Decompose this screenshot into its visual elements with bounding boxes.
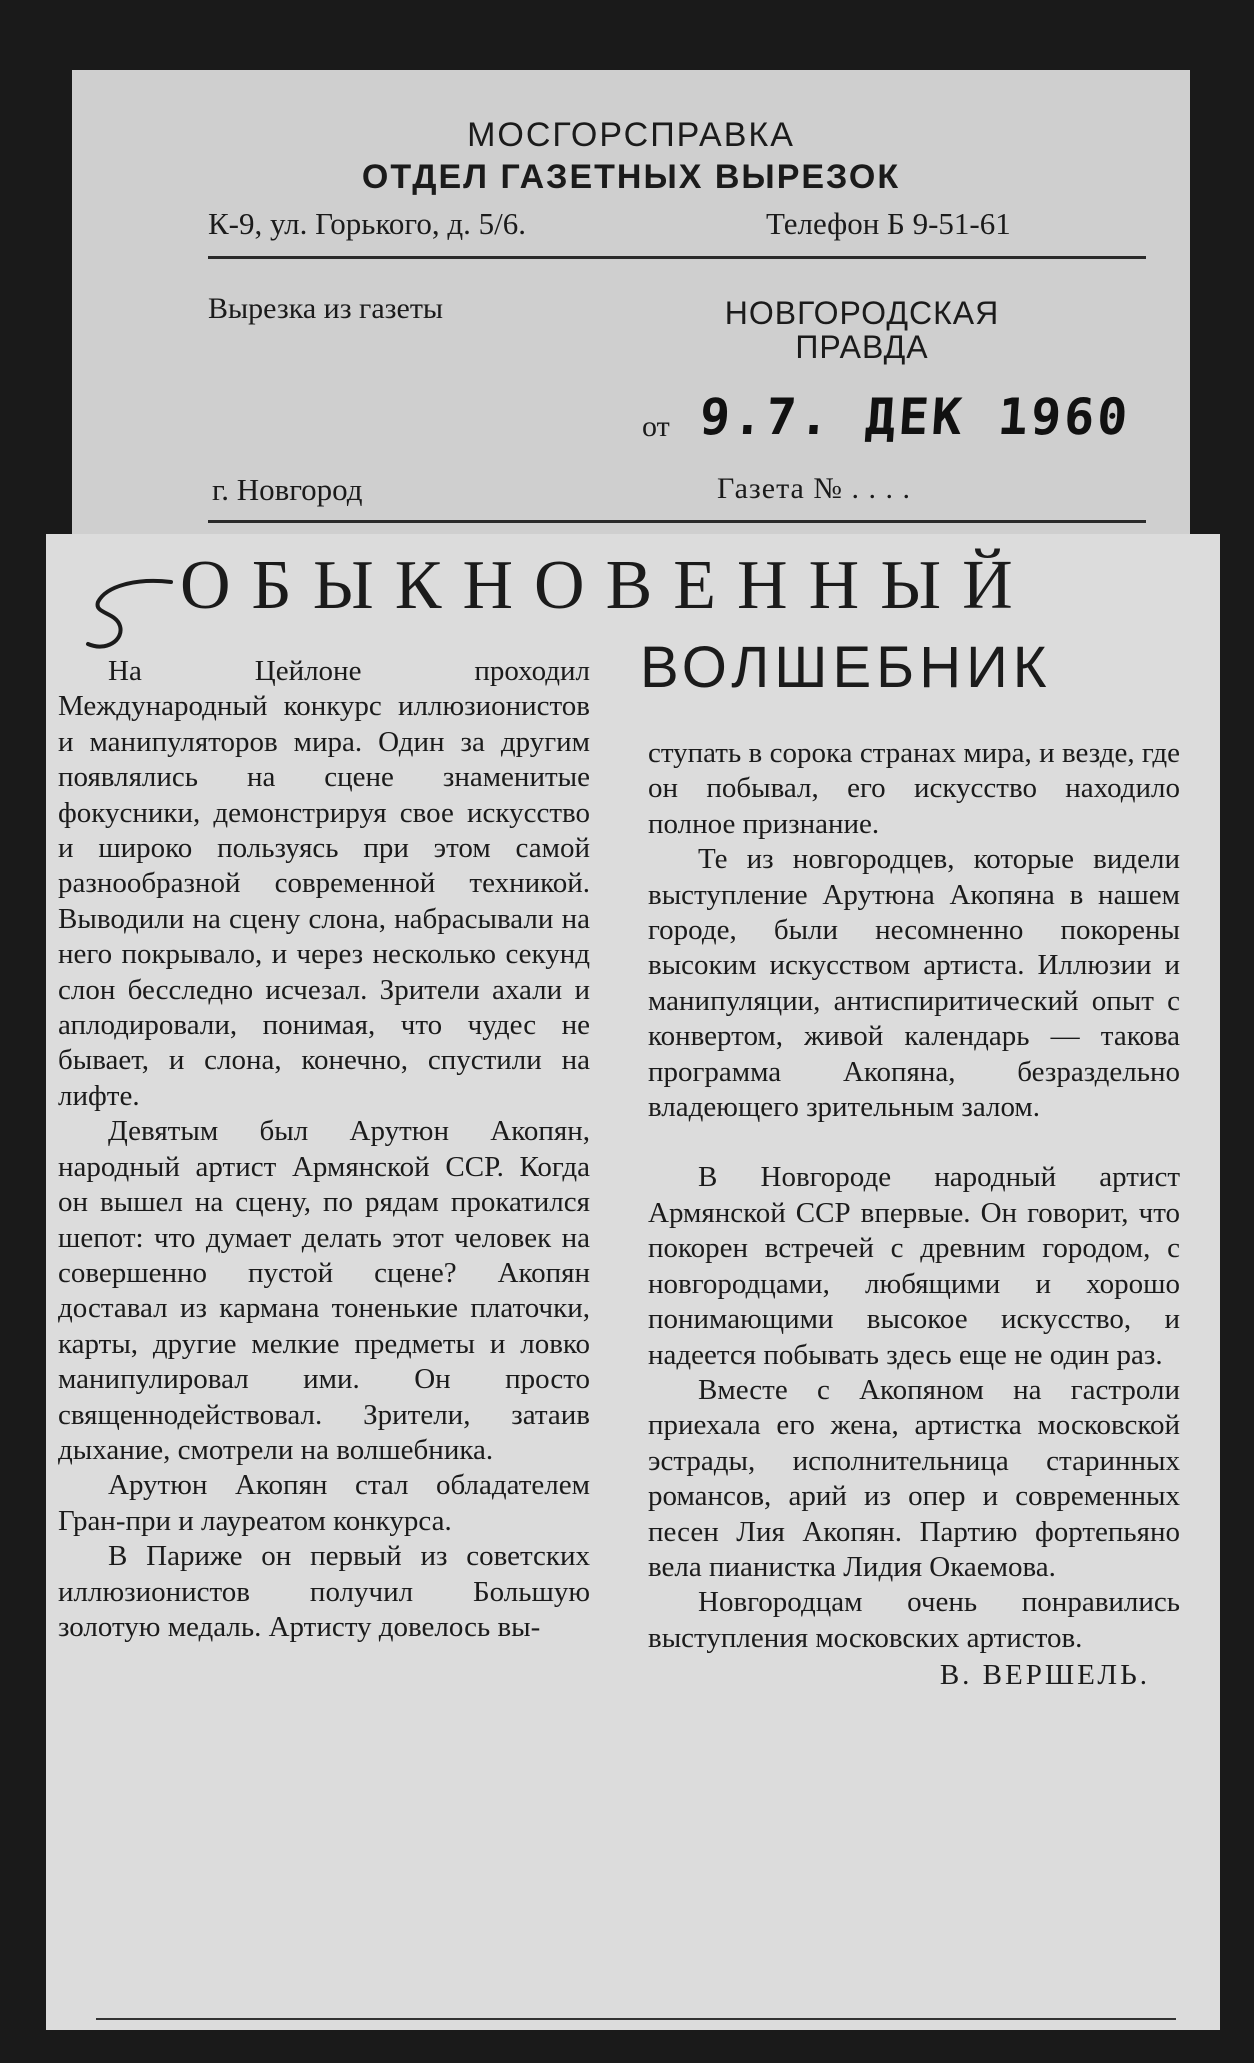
header-divider bbox=[208, 256, 1146, 259]
paragraph: В Новгороде народный артист Армянской ССР впервые. Он говорит, что покорен встречей с древним городом, с новгородцами, любящими и хорошо понимающими высокое искусство, и надеется побывать здесь еще не один раз. bbox=[648, 1161, 1180, 1371]
agency-phone: Телефон Б 9-51-61 bbox=[766, 206, 1011, 241]
paragraph: Вместе с Акопяном на гастроли приехала его жена, артистка московской эстрады, исполнительница старинных романсов, арий из опер и современных песен Лия Акопян. Партию фортепьяно вела пианистка Лидия Окаемова. bbox=[648, 1373, 1180, 1583]
paragraph: Новгородцам очень понравились выступления московских артистов. bbox=[648, 1586, 1180, 1654]
paragraph: ступать в сорока странах мира, и везде, где он побывал, его искусство находило полное признание. bbox=[648, 737, 1180, 840]
city-label: г. Новгород bbox=[212, 472, 363, 507]
left-column bbox=[58, 654, 590, 1645]
right-column bbox=[648, 736, 1180, 1694]
paragraph: В Париже он первый из советских иллюзионистов получил Большую золотую медаль. Артисту довелось вы- bbox=[58, 1540, 590, 1643]
article-clipping bbox=[46, 534, 1220, 2030]
gazette-number: Газета № . . . . bbox=[717, 472, 911, 505]
footer-divider bbox=[208, 520, 1146, 523]
agency-name: МОСГОРСПРАВКА bbox=[467, 116, 795, 154]
paragraph: На Цейлоне проходил Международный конкурс иллюзионистов и манипуляторов мира. Один за другим появлялись на сцене знаменитые фокусники, демонстрируя свое искусство и широко пользуясь при этом самой разнообразной современной техникой. Выводили на сцену слона, набрасывали на него покрывало, и через несколько секунд слон бесследно исчезал. Зрители ахали и аплодировали, понимая, что чудес не бывает, и слона, конечно, спустили на лифте. bbox=[58, 655, 590, 1112]
clipping-label: Вырезка из газеты bbox=[208, 292, 444, 325]
paragraph: Девятым был Арутюн Акопян, народный артист Армянской ССР. Когда он вышел на сцену, по рядам прокатился шепот: что думает делать этот человек на совершенно пустой сцене? Акопян доставал из кармана тоненькие платочки, карты, другие мелкие предметы и ловко манипулировал ими. Он просто священнодействовал. Зрители, затаив дыхание, смотрели на волшебника. bbox=[58, 1115, 590, 1466]
date-prefix: от bbox=[642, 410, 670, 443]
paragraph: Арутюн Акопян стал обладателем Гран-при и лауреатом конкурса. bbox=[58, 1469, 590, 1537]
date-stamp: 9.7. ДЕК 1960 bbox=[697, 388, 1133, 446]
article-bottom-rule bbox=[96, 2018, 1176, 2020]
article-title-line2: ВОЛШЕБНИК bbox=[640, 635, 1052, 700]
author-signature: В. ВЕРШЕЛЬ. bbox=[939, 1659, 1150, 1692]
article-title-line1: ОБЫКНОВЕННЫЙ bbox=[180, 547, 1034, 624]
clipping-header-card bbox=[72, 70, 1190, 550]
department-name: ОТДЕЛ ГАЗЕТНЫХ ВЫРЕЗОК bbox=[361, 158, 901, 196]
newspaper-name: НОВГОРОДСКАЯ ПРАВДА bbox=[724, 295, 1000, 365]
paragraph: Те из новгородцев, которые видели выступление Арутюна Акопяна в нашем городе, были несомненно покорены высоким искусством артиста. Иллюзии и манипуляции, антиспиритический опыт с конвертом, живой календарь — такова программа Акопяна, безраздельно владеющего зрительным залом. bbox=[648, 843, 1180, 1124]
agency-address: К-9, ул. Горького, д. 5/6. bbox=[208, 206, 527, 241]
